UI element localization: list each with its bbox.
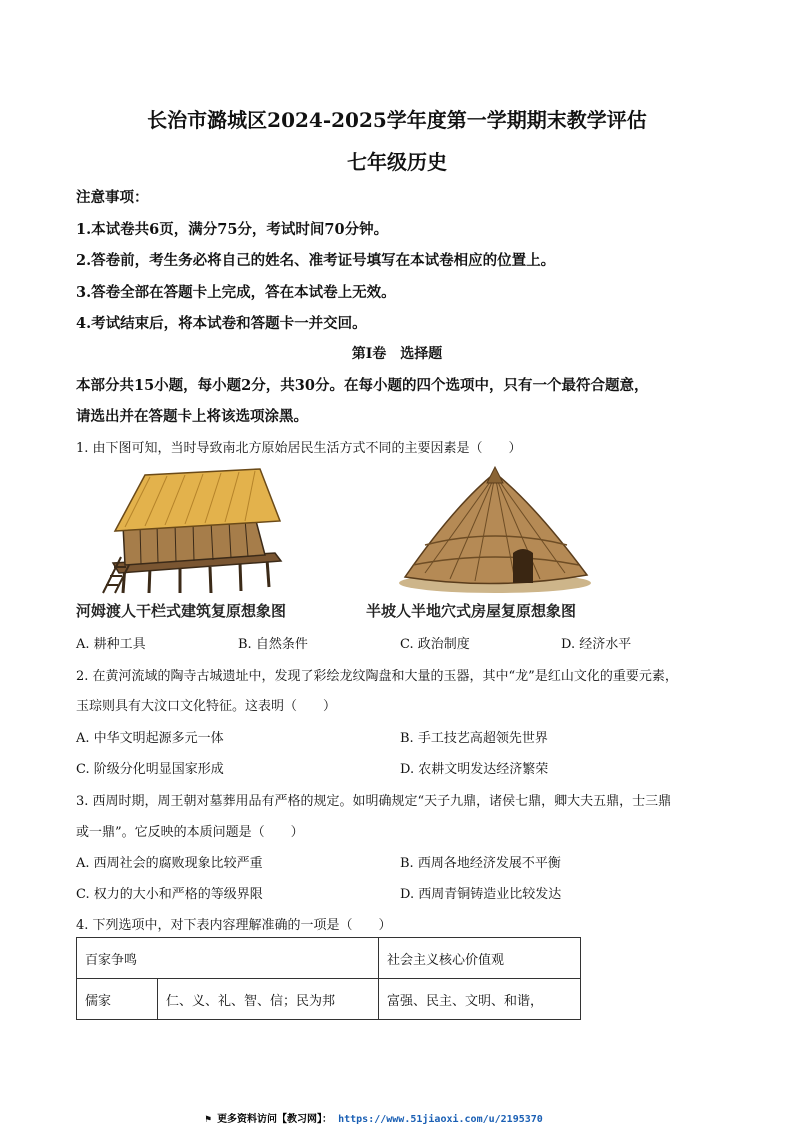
question-3-stem: 3. 西周时期，周王朝对墓葬用品有严格的规定。如明确规定“天子九鼎，诸侯七鼎，卿大夫五鼎，士三鼎 [76,794,672,809]
table-row [77,979,581,1020]
footer-prefix: 更多资料访问【教习网】： [217,1114,333,1125]
q1-option-a: A. 耕种工具 [76,637,146,652]
section-intro: 请选出并在答题卡上将该选项涂黑。 [76,408,308,425]
table-header-cell: 百家争鸣 [77,938,379,979]
q2-option-c: C. 阶级分化明显国家形成 [76,762,224,777]
q3-option-a: A. 西周社会的腐败现象比较严重 [76,856,263,871]
q1-option-c: C. 政治制度 [400,637,470,652]
figure-caption-banpo: 半坡人半地穴式房屋复原想象图 [366,602,577,620]
exam-title: 长治市潞城区2024-2025学年度第一学期期末教学评估 [147,108,647,132]
exam-subtitle: 七年级历史 [347,150,447,174]
semi-underground-house-illustration [395,465,595,597]
q3-option-c: C. 权力的大小和严格的等级界限 [76,887,263,902]
table-header-cell: 社会主义核心价值观 [379,938,581,979]
q3-option-b: B. 西周各地经济发展不平衡 [400,856,561,871]
question-2-stem: 2. 在黄河流域的陶寺古城遗址中，发现了彩绘龙纹陶盘和大量的玉器，其中“龙”是红山文化的重要元素， [76,669,678,684]
question-4-stem: 4. 下列选项中，对下表内容理解准确的一项是（ ） [76,918,392,933]
footer-link[interactable]: https://www.51jiaoxi.com/u/2195370 [338,1114,543,1125]
figure-caption-hemudu: 河姆渡人干栏式建筑复原想象图 [76,602,287,620]
table-row [77,938,581,979]
question-1-stem: 1. 由下图可知，当时导致南北方原始居民生活方式不同的主要因素是（ ） [76,441,522,456]
q1-option-b: B. 自然条件 [238,637,308,652]
question-2-stem: 玉琮则具有大汶口文化特征。这表明（ ） [76,699,337,714]
question-4-table [76,937,581,1020]
q2-option-d: D. 农耕文明发达经济繁荣 [400,762,549,777]
section-intro: 本部分共15小题，每小题2分，共30分。在每小题的四个选项中，只有一个最符合题意， [76,377,649,394]
notice-item: 4.考试结束后，将本试卷和答题卡一并交回。 [76,315,367,332]
q3-option-d: D. 西周青铜铸造业比较发达 [400,887,562,902]
notice-item: 1.本试卷共6页，满分75分，考试时间70分钟。 [76,221,389,238]
notice-item: 3.答卷全部在答题卡上完成，答在本试卷上无效。 [76,284,396,301]
table-cell: 儒家 [77,979,158,1020]
table-cell: 仁、义、礼、智、信；民为邦 [158,979,379,1020]
notice-heading: 注意事项： [76,189,149,206]
stilt-house-illustration [95,465,295,597]
q1-option-d: D. 经济水平 [561,637,632,652]
footer [205,1110,543,1125]
section-title: 第Ⅰ卷 选择题 [351,346,443,362]
table-cell: 富强、民主、文明、和谐， [379,979,581,1020]
q2-option-a: A. 中华文明起源多元一体 [76,731,224,746]
question-3-stem: 或一鼎”。它反映的本质问题是（ ） [76,825,304,840]
flag-icon: ⚑ [205,1114,212,1125]
notice-item: 2.答卷前，考生务必将自己的姓名、准考证号填写在本试卷相应的位置上。 [76,252,556,269]
q2-option-b: B. 手工技艺高超领先世界 [400,731,548,746]
